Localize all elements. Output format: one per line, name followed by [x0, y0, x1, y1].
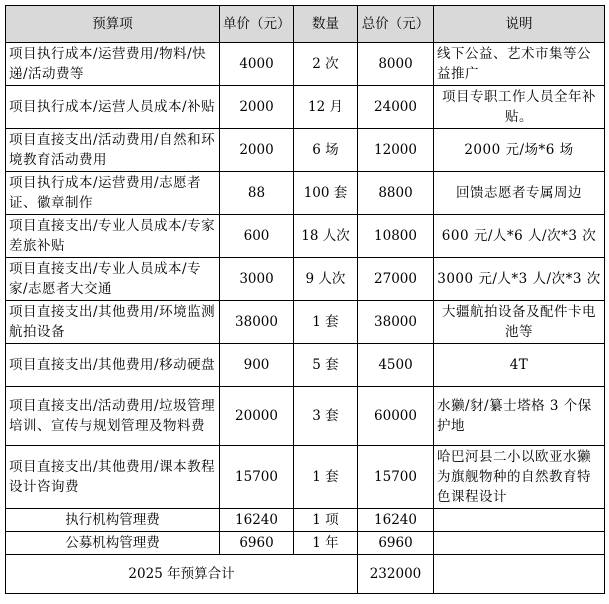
- unit-price: 6960: [220, 532, 294, 555]
- unit-price: 600: [220, 215, 294, 258]
- total-price: 12000: [358, 129, 434, 172]
- total-price: 27000: [358, 258, 434, 301]
- note: 大疆航拍设备及配件卡电池等: [434, 301, 605, 344]
- unit-price: 2000: [220, 129, 294, 172]
- note: [434, 509, 605, 532]
- table-row: [6, 301, 605, 344]
- budget-item: 项目直接支出/专业人员成本/专家差旅补贴: [6, 215, 220, 258]
- note: 回馈志愿者专属周边: [434, 172, 605, 215]
- table-row: [6, 43, 605, 86]
- unit-price: 3000: [220, 258, 294, 301]
- budget-item: 项目执行成本/运营人员成本/补贴: [6, 86, 220, 129]
- table-row: [6, 387, 605, 446]
- quantity: 100 套: [294, 172, 358, 215]
- table-row: [6, 172, 605, 215]
- unit-price: 16240: [220, 509, 294, 532]
- header-item: 预算项: [6, 6, 220, 43]
- budget-item: 项目直接支出/其他费用/移动硬盘: [6, 344, 220, 387]
- table-row: [6, 129, 605, 172]
- table-row: [6, 258, 605, 301]
- quantity: 2 次: [294, 43, 358, 86]
- note: [434, 532, 605, 555]
- budget-item: 项目直接支出/专业人员成本/专家/志愿者大交通: [6, 258, 220, 301]
- quantity: 1 年: [294, 532, 358, 555]
- total-price: 15700: [358, 446, 434, 509]
- note: 3000 元/人*3 人/次*3 次: [434, 258, 605, 301]
- budget-item: 公募机构管理费: [6, 532, 220, 555]
- budget-table: [5, 5, 605, 594]
- total-price: 60000: [358, 387, 434, 446]
- total-price: 16240: [358, 509, 434, 532]
- total-price: 24000: [358, 86, 434, 129]
- budget-item: 执行机构管理费: [6, 509, 220, 532]
- budget-item: 项目直接支出/其他费用/环境监测航拍设备: [6, 301, 220, 344]
- total-price: 8800: [358, 172, 434, 215]
- total-price: 38000: [358, 301, 434, 344]
- note: 2000 元/场*6 场: [434, 129, 605, 172]
- unit-price: 900: [220, 344, 294, 387]
- total-price: 4500: [358, 344, 434, 387]
- total-price: 8000: [358, 43, 434, 86]
- total-price: 6960: [358, 532, 434, 555]
- unit-price: 15700: [220, 446, 294, 509]
- grand-total: 232000: [358, 555, 434, 594]
- summary-note: [434, 555, 605, 594]
- note: 水獭/豺/纂士塔格 3 个保护地: [434, 387, 605, 446]
- header-unit-price: 单价（元）: [220, 6, 294, 43]
- budget-item: 项目直接支出/活动费用/垃圾管理培训、宣传与规划管理及物料费: [6, 387, 220, 446]
- unit-price: 2000: [220, 86, 294, 129]
- note: 哈巴河县二小以欧亚水獭为旗舰物种的自然教育特色课程设计: [434, 446, 605, 509]
- header-note: 说明: [434, 6, 605, 43]
- note: 4T: [434, 344, 605, 387]
- note: 项目专职工作人员全年补贴。: [434, 86, 605, 129]
- quantity: 12 月: [294, 86, 358, 129]
- quantity: 3 套: [294, 387, 358, 446]
- quantity: 1 套: [294, 301, 358, 344]
- note: 600 元/人*6 人/次*3 次: [434, 215, 605, 258]
- table-row: [6, 532, 605, 555]
- table-row: [6, 344, 605, 387]
- quantity: 5 套: [294, 344, 358, 387]
- unit-price: 38000: [220, 301, 294, 344]
- total-price: 10800: [358, 215, 434, 258]
- total-label: 2025 年预算合计: [6, 555, 358, 594]
- note: 线下公益、艺术市集等公益推广: [434, 43, 605, 86]
- summary-row: [6, 555, 605, 594]
- table-row: [6, 509, 605, 532]
- quantity: 6 场: [294, 129, 358, 172]
- quantity: 1 项: [294, 509, 358, 532]
- table-row: [6, 446, 605, 509]
- quantity: 1 套: [294, 446, 358, 509]
- budget-item: 项目执行成本/运营费用/志愿者证、徽章制作: [6, 172, 220, 215]
- budget-item: 项目直接支出/其他费用/课本教程设计咨询费: [6, 446, 220, 509]
- unit-price: 20000: [220, 387, 294, 446]
- unit-price: 4000: [220, 43, 294, 86]
- table-row: [6, 86, 605, 129]
- header-total-price: 总价（元）: [358, 6, 434, 43]
- header-quantity: 数量: [294, 6, 358, 43]
- budget-item: 项目执行成本/运营费用/物料/快递/活动费等: [6, 43, 220, 86]
- table-row: [6, 215, 605, 258]
- quantity: 18 人次: [294, 215, 358, 258]
- unit-price: 88: [220, 172, 294, 215]
- header-row: [6, 6, 605, 43]
- budget-item: 项目直接支出/活动费用/自然和环境教育活动费用: [6, 129, 220, 172]
- quantity: 9 人次: [294, 258, 358, 301]
